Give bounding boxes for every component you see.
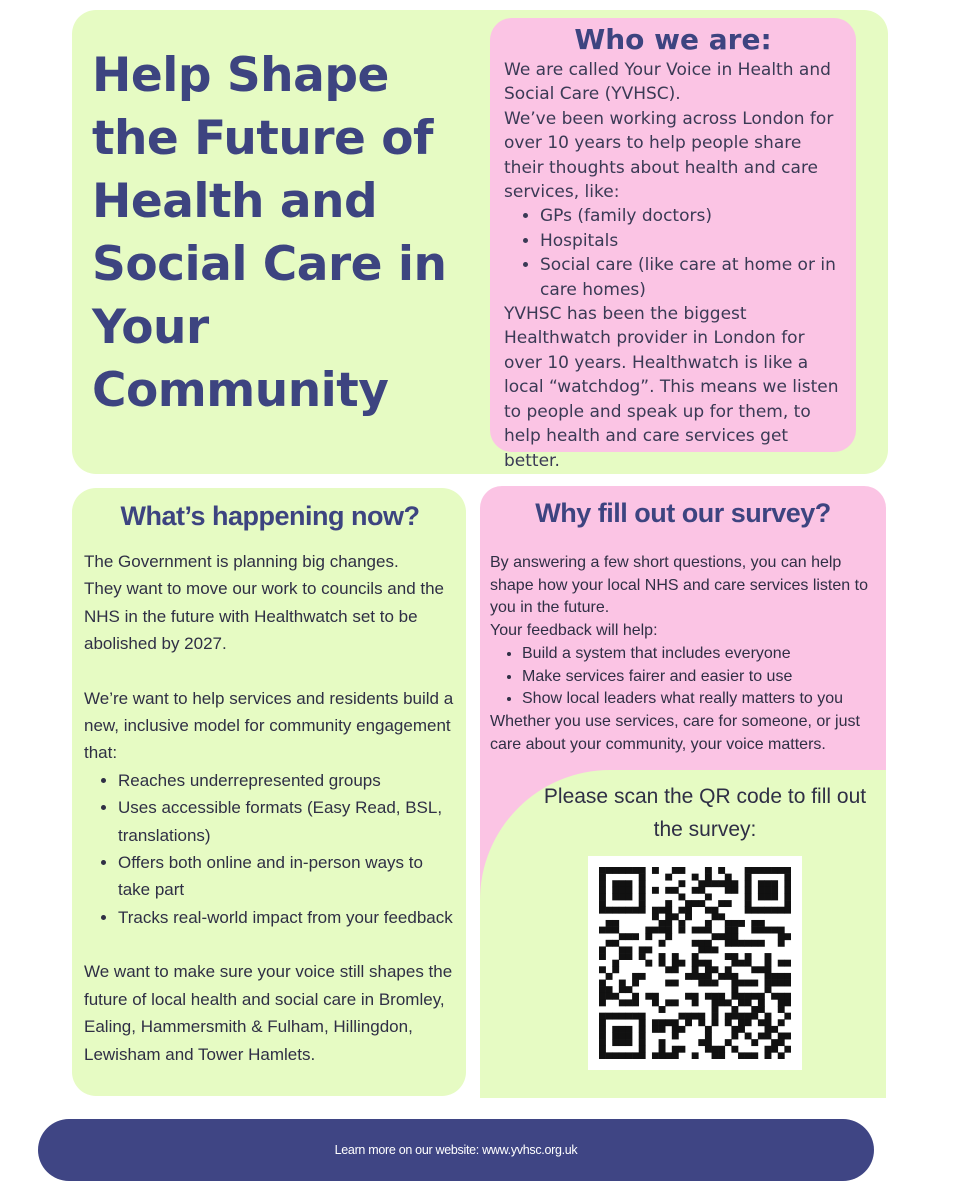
why-list <box>490 643 876 711</box>
list-item: • Show local leaders what really matters to you <box>522 688 876 711</box>
scan-instruction: Please scan the QR code to fill out the survey: <box>543 785 867 841</box>
happening-para-2: They want to move our work to councils and the NHS in the future with Healthwatch set to be abolished by 2027. <box>84 579 445 654</box>
who-para-3: YVHSC has been the biggest Healthwatch provider in London for over 10 years. Healthwatch is like a local “watchdog”. This means we listen to people and speak up for them, to help health and care services get better. <box>504 304 839 471</box>
why-para-2: Your feedback will help: <box>490 622 658 640</box>
qr-code[interactable] <box>588 856 802 1070</box>
happening-list <box>84 767 456 931</box>
happening-para-4: We want to make sure your voice still shapes the future of local health and social care in Bromley, Ealing, Hammersmith & Fulham, Hillingdon, Lewisham and Tower Hamlets. <box>84 962 453 1064</box>
who-we-are-card <box>490 18 856 471</box>
happening-para-3: We’re want to help services and residents build a new, inclusive model for community engagement that: <box>84 688 454 763</box>
whats-happening-card <box>72 488 466 1096</box>
why-para-3: Whether you use services, care for someone, or just care about your community, your voice matters. <box>490 712 860 753</box>
list-item: • Social care (like care at home or in care homes) <box>540 253 842 302</box>
list-item: • Uses accessible formats (Easy Read, BSL, translations) <box>118 794 456 849</box>
why-survey-heading: Why fill out our survey? <box>535 498 831 528</box>
qr-code-icon <box>599 867 791 1059</box>
list-item: • Tracks real-world impact from your feedback <box>118 904 456 931</box>
list-item: • GPs (family doctors) <box>540 204 842 228</box>
who-we-are-heading: Who we are: <box>574 23 772 56</box>
list-item: • Hospitals <box>540 229 842 253</box>
why-para-1: By answering a few short questions, you can help shape how your local NHS and care services listen to you in the future. <box>490 554 868 617</box>
who-services-list <box>504 204 842 302</box>
qr-section <box>480 770 886 1098</box>
spacer <box>84 931 456 958</box>
list-item: • Reaches underrepresented groups <box>118 767 456 794</box>
website-link[interactable]: Learn more on our website: www.yvhsc.org.uk <box>334 1143 578 1157</box>
why-content <box>490 494 876 756</box>
happening-para-1: The Government is planning big changes. <box>84 552 399 571</box>
list-item: • Build a system that includes everyone <box>522 643 876 666</box>
page-title: Help Shape the Future of Health and Social Care in Your Community <box>92 48 447 418</box>
whats-happening-heading: What’s happening now? <box>120 501 420 531</box>
list-item: • Offers both online and in-person ways to take part <box>118 849 456 904</box>
who-para-2: We’ve been working across London for over 10 years to help people share their thoughts about health and care services, like: <box>504 108 834 203</box>
why-survey-card <box>480 486 886 1098</box>
list-item: • Make services fairer and easier to use <box>522 666 876 689</box>
who-para-1: We are called Your Voice in Health and Social Care (YVHSC). <box>504 60 831 105</box>
footer-bar <box>38 1119 874 1181</box>
spacer <box>84 658 456 685</box>
